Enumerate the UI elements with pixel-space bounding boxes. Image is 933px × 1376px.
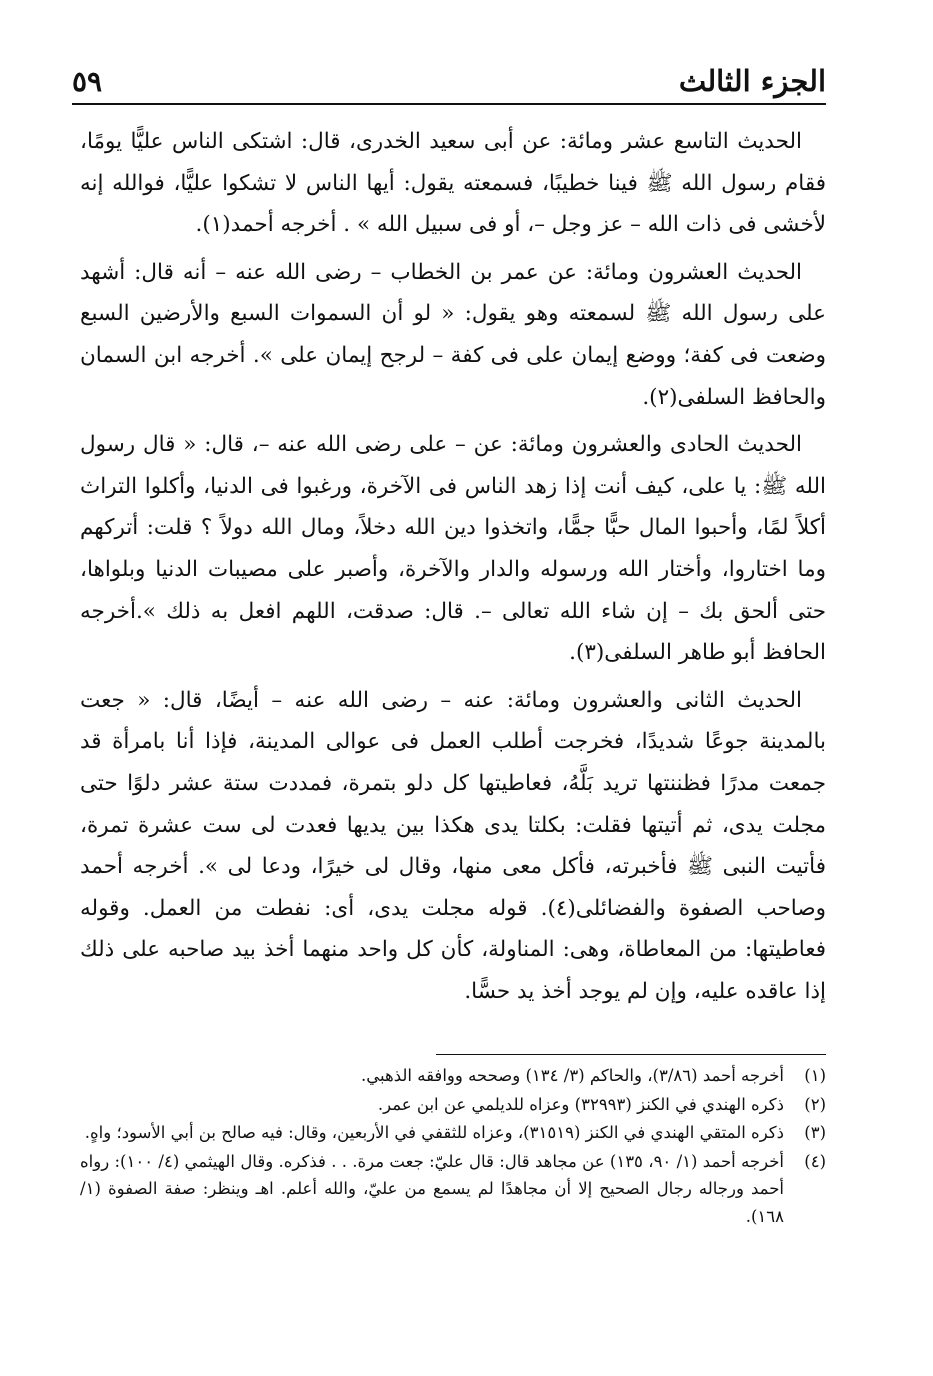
header-rule [72,103,826,105]
hadith-121-paragraph: الحديث الحادى والعشرون ومائة: عن – على رضى الله عنه –، قال: « قال رسول الله ﷺ: يا على، كيف أنت إذا زهد الناس فى الآخرة، ورغبوا فى الدنيا، وأكلوا التراث أكلاً لمًا، وأحبوا المال حبًّا جمًّا، واتخذوا دين الله دخلاً، ومال الله دولاً ؟ قلت: أتركهم وما اختاروا، وأختار الله ورسوله والدار والآخرة، وأصبر على مصيبات الدنيا وبلواها، حتى ألحق بك – إن شاء الله تعالى –. قال: صدقت، اللهم افعل به ذلك ».أخرجه الحافظ أبو طاهر السلفى(٣). [80,432,826,666]
footnote-text: أخرجه أحمد (١/ ٩٠، ١٣٥) عن مجاهد قال: قال عليّ: جعت مرة. . . فذكره. وقال الهيثمي (٤/ ١٠٠): رواه أحمد ورجاله رجال الصحيح إلا أن مجاهدًا لم يسمع من عليّ، والله أعلم. اهـ وينظر: صفة الصفوة (١/ ١٦٨). [80,1151,785,1226]
running-title: الجزء الثالث [678,64,826,98]
hadith-120-paragraph: الحديث العشرون ومائة: عن عمر بن الخطاب – رضى الله عنه – أنه قال: أشهد على رسول الله ﷺ لسمعته وهو يقول: « لو أن السموات السبع والأرضين السبع وضعت فى كفة؛ ووضع إيمان على فى كفة – لرجح إيمان على ». أخرجه ابن السمان والحافظ السلفى(٢). [80,259,826,410]
footnote-text: أخرجه أحمد (٣/٨٦)، والحاكم (٣/ ١٣٤) وصححه ووافقه الذهبي. [361,1066,784,1085]
footnote-rule [436,1054,826,1055]
hadith-119-paragraph: الحديث التاسع عشر ومائة: عن أبى سعيد الخدرى، قال: اشتكى الناس عليًّا يومًا، فقام رسول الله ﷺ فينا خطيبًا، فسمعته يقول: أيها الناس لا تشكوا عليًّا، فوالله إنه لأخشى فى ذات الله – عز وجل –، أو فى سبيل الله » . أخرجه أحمد(١). [80,129,826,238]
footnote-number: (٣) [804,1123,826,1142]
footnotes [80,1062,826,1231]
footnote-number: (٢) [804,1094,826,1114]
footnote-number: (٤) [804,1151,826,1171]
footnote-text: ذكره المتقي الهندي في الكنز (٣١٥١٩)، وعزاه للثقفي في الأربعين، وقال: فيه صالح بن أبي الأسود؛ واهٍ. [84,1123,784,1142]
page-number: ٥٩ [72,65,103,98]
page-header [72,52,826,98]
footnote-item [80,1148,826,1231]
hadith-122-paragraph: الحديث الثانى والعشرون ومائة: عنه – رضى الله عنه – أيضًا، قال: « جعت بالمدينة جوعًا شديدًا، فخرجت أطلب العمل فى عوالى المدينة، فإذا أنا بامرأة قد جمعت مدرًا فظننتها تريد بَلَّهُ، فعاطيتها كل دلو بتمرة، فمددت ستة عشر دلوًا حتى مجلت يدى، ثم أتيتها فقلت: بكلتا يدى هكذا بين يديها فعدت لى ست عشرة تمرة، فأتيت النبى ﷺ فأخبرته، فأكل معى منها، وقال لى خيرًا، ودعا لى ». أخرجه أحمد وصاحب الصفوة والفضائلى(٤). قوله مجلت يدى، أى: نفطت من العمل. وقوله فعاطيتها: من المعاطاة، وهى: المناولة، كأن كل واحد منهما أخذ بيد صاحبه على ذلك إذا عاقده عليه، وإن لم يوجد أخذ يد حسًّا. [80,687,826,1004]
footnote-number: (١) [804,1066,826,1085]
footnote-text: ذكره الهندي في الكنز (٣٢٩٩٣) وعزاه للديلمي عن ابن عمر. [377,1094,784,1114]
footnote-item [80,1062,826,1090]
footnote-item [80,1091,826,1119]
main-text [80,121,826,1018]
footnote-item [80,1119,826,1147]
